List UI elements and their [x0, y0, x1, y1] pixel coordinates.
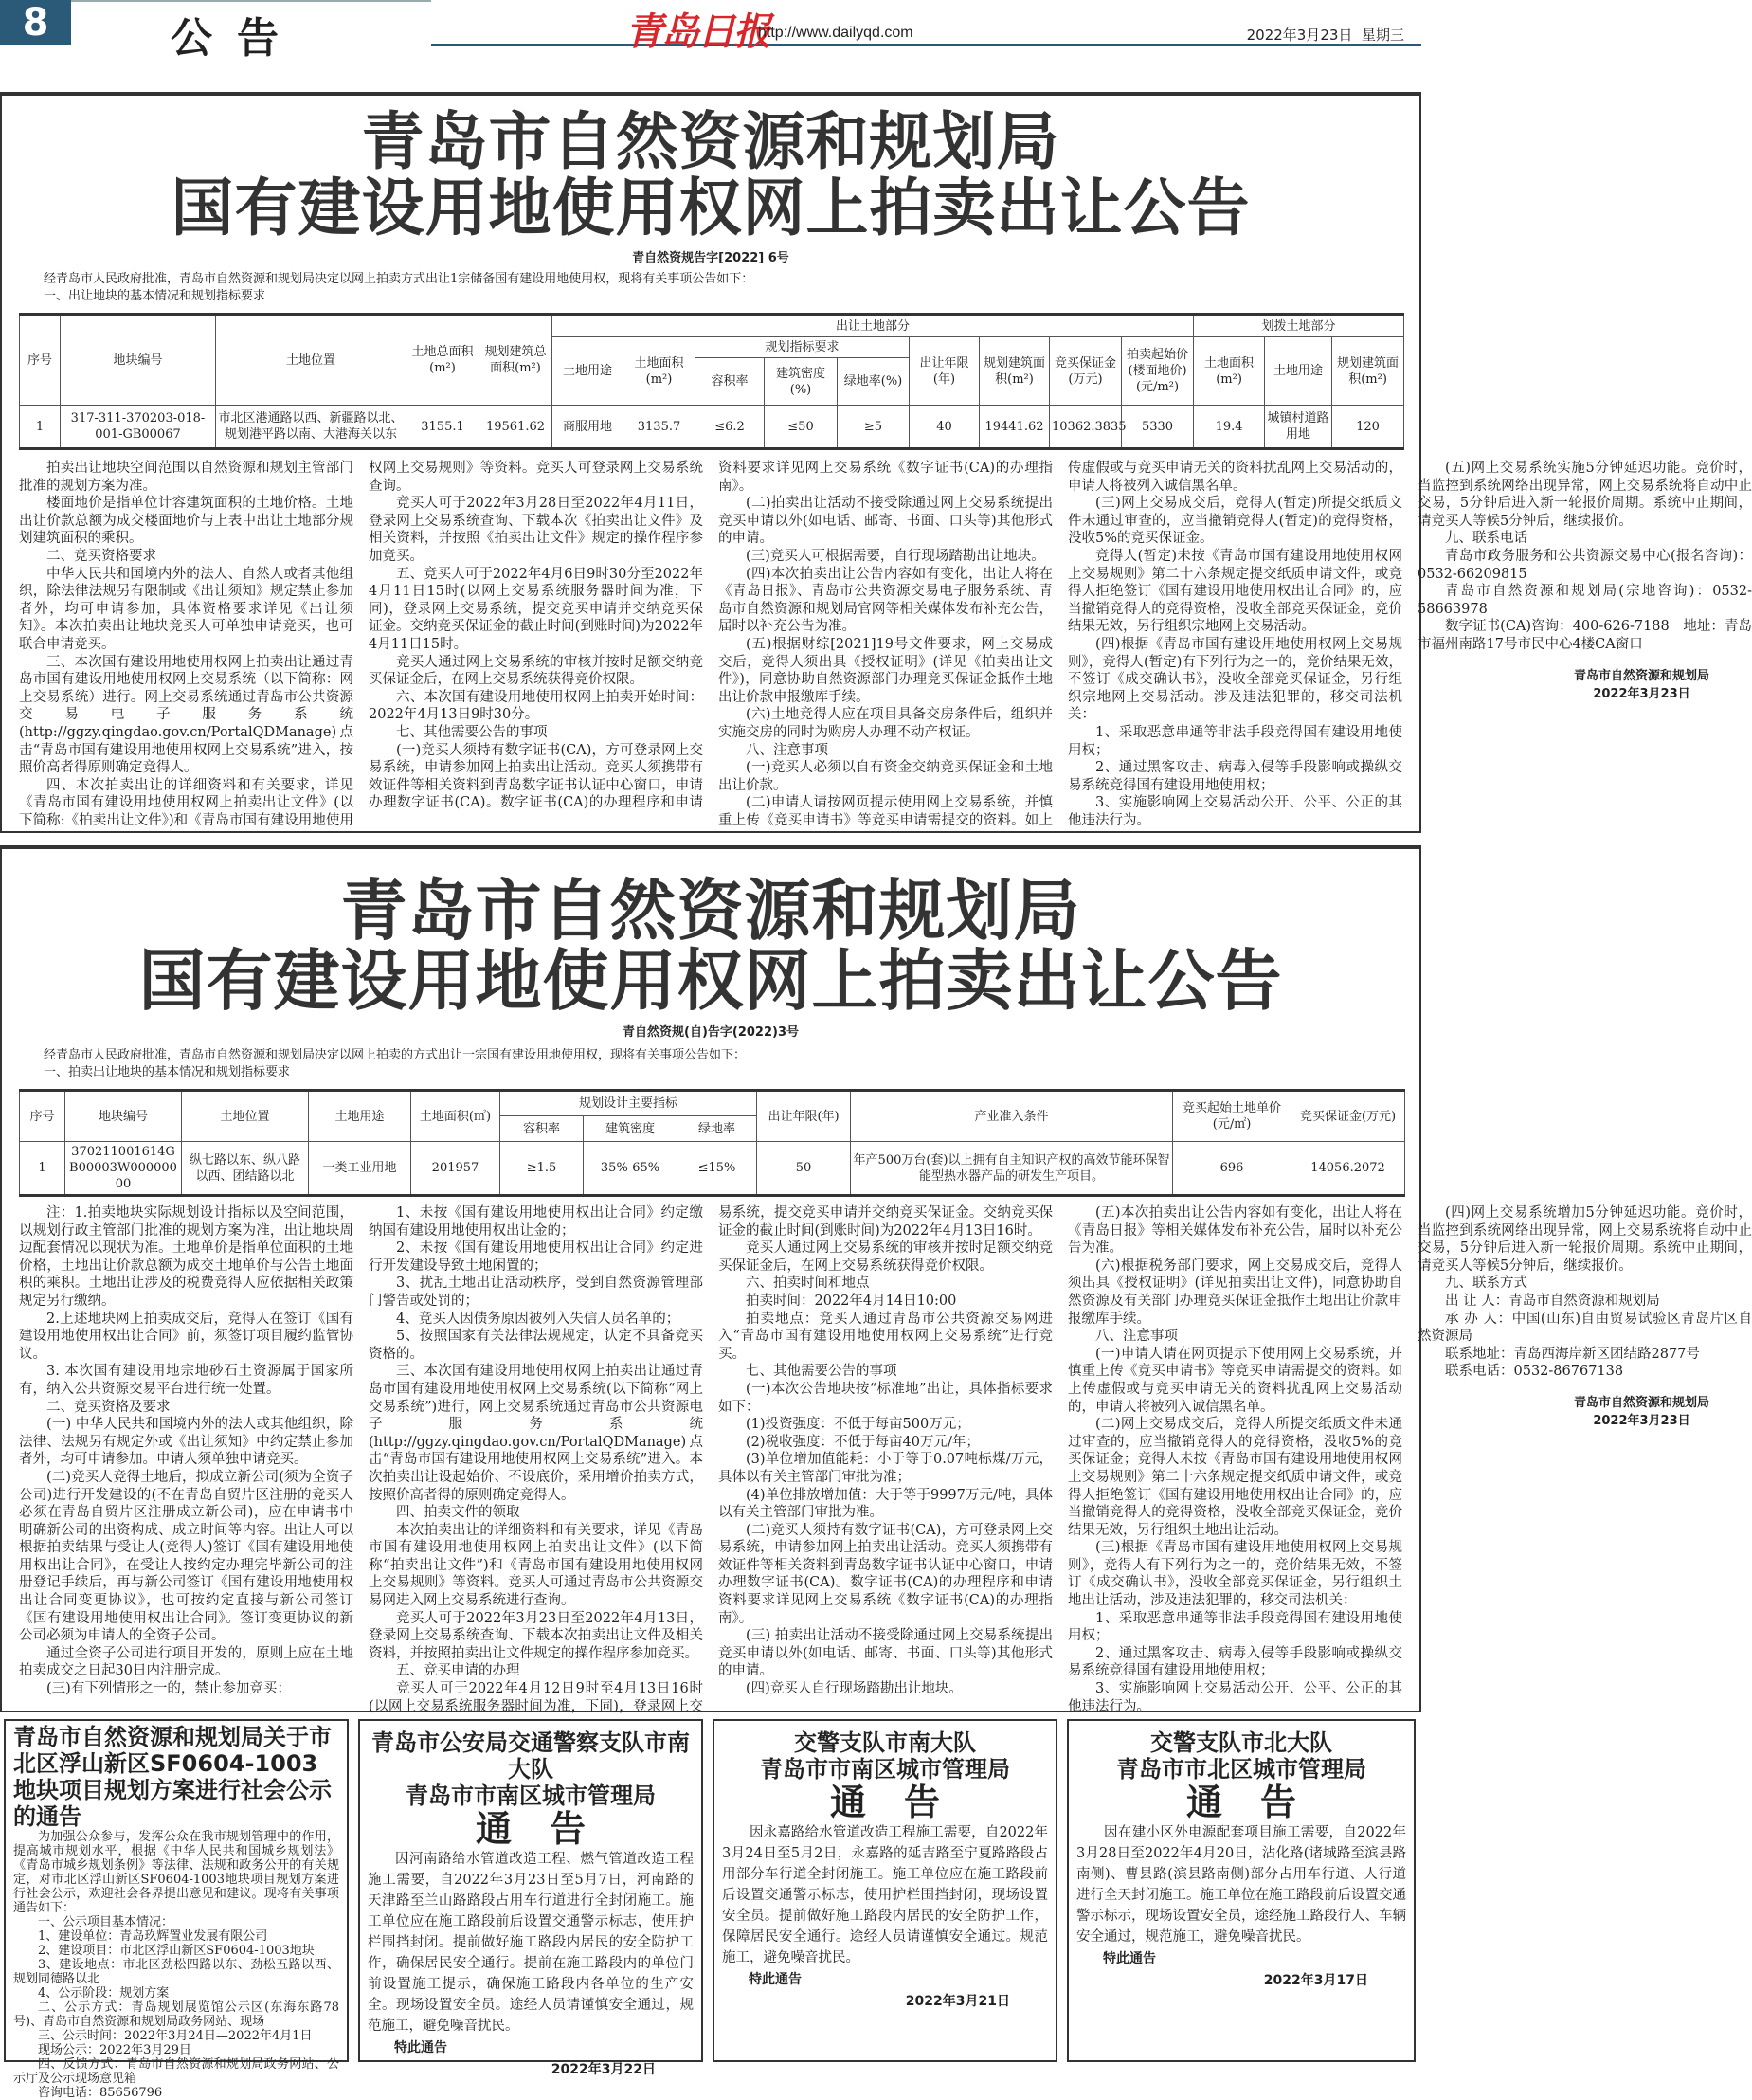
cell-years: 40: [910, 406, 980, 449]
paragraph: (二)竞买人竞得土地后，拟成立新公司(须为全资子公司)进行开发建设的(不在青岛自贸片区注册的竞买人必须在青岛自贸片区注册成立新公司)，应在申请书中明确新公司的出资构成、成立时间等内容。出让人可以根据拍卖结果与受让人(竞得人)签订《国有建设用地使用权出让合同》，在受让人按约定办理完毕新公司的注册登记手续后，再与新公司签订《国有建设用地使用权出让合同变更协议》，也可按约定直接与新公司签订《国有建设用地使用权出让合同》。签订变更协议的新公司必须为申请人的全资子公司。: [19, 1469, 353, 1644]
paragraph: 出 让 人：青岛市自然资源和规划局: [1445, 1293, 1660, 1309]
signature-block: [1418, 667, 1752, 703]
notice-line: 二、公示方式：青岛规划展览馆公示区(东海东路78号)、青岛市自然资源和规划局政务网站、现场: [13, 2000, 339, 2029]
paragraph: (二)竞买人须持有数字证书(CA)，方可登录网上交易系统，申请参加网上拍卖出让活动。竞买人须携带有效证件等相关资料到青岛数字证书认证中心窗口，申请办理数字证书(CA)。数字证书(CA)的办理程序和申请资料要求详见网上交易系统《数字证书(CA)的办理指南》。: [718, 1522, 1053, 1626]
paragraph: 青岛市政务服务和公共资源交易中心(报名咨询)：0532-66209815: [1418, 548, 1752, 582]
paragraph: (四)网上交易系统增加5分钟延迟功能。竞价时，当监控到系统网络出现异常，网上交易系统将自动中止交易，5分钟后进入新一轮报价周期。系统中止期间，请竞买人等候5分钟后，继续报价。: [1418, 1205, 1752, 1274]
th-parcel: 地块编号: [65, 1091, 182, 1142]
paragraph: 拍卖时间：2022年4月14日10:00: [746, 1293, 957, 1309]
cell-deposit: 10362.3835: [1050, 406, 1122, 449]
th-alloc-build: 规划建筑面积(m²): [1332, 337, 1404, 406]
notice-line: 3、建设地点：市北区劲松四路以东、劲松五路以西、规划同德路以北: [13, 1958, 339, 1986]
paragraph: (五)网上交易系统实施5分钟延迟功能。竞价时，当监控到系统网络出现异常，网上交易系统将自动中止交易，5分钟后进入新一轮报价周期。系统中止期间，请竞买人等候5分钟后，继续报价。: [1418, 461, 1752, 529]
paragraph: (三)网上交易成交后，竞得人(暂定)所提交纸质文件未通过审查的，应当撤销竞得人(暂定)的竞得资格，没收5%的竞买保证金。: [1068, 496, 1402, 547]
cell-total-area: 3155.1: [406, 406, 479, 449]
closing: 特此通告: [749, 1972, 802, 1987]
paragraph: 2、通过黑客攻击、病毒入侵等手段影响或操纵交易系统竞得国有建设用地使用权；: [1068, 760, 1402, 793]
notice-text: 因在建小区外电源配套项目施工需要，自2022年3月28日至2022年4月20日，沾化路(诸城路至滨县路南侧)、曹县路(滨县路南侧)部分占用车行道、人行道进行全天封闭施工。施工单位在施工路段前后设置交通警示标示，现场设置安全员，途经施工路段行人、车辆安全通过，规范施工，避免噪音扰民。: [1076, 1825, 1406, 1945]
paragraph: (二)拍卖出让活动不接受除通过网上交易系统提出竞买申请以外(如电话、邮寄、书面、口头等)其他形式的申请。: [718, 496, 1053, 547]
cell-use: 一类工业用地: [309, 1142, 411, 1196]
paragraph: 联系电话：0532-86767138: [1445, 1364, 1624, 1380]
notice-body: [2, 1204, 1752, 1731]
doc-number: 青自然资规(自)告字(2022)3号: [623, 1025, 799, 1040]
paragraph: (四)竞买人自行现场踏勘出让地块。: [746, 1681, 963, 1697]
notice-line: 为加强公众参与，发挥公众在我市规划管理中的作用，提高城市规划水平，根据《中华人民共和国城乡规划法》《青岛市城乡规划条例》等法律、法规和政务公开的有关规定，对市北区浮山新区SF0604-1003地块项目规划方案进行社会公示，欢迎社会各界提出意见和建议。现将有关事项通告如下：: [13, 1830, 339, 1915]
notice-title-line2: 国有建设用地使用权网上拍卖出让公告: [171, 172, 1251, 244]
th-far: 容积率: [695, 358, 765, 406]
paragraph: 四、本次拍卖出让的详细资料和有关要求，详见《青岛市国有建设用地使用权网上拍卖出让文件》(以下简称:《拍卖出让文件》)和《青岛市国有建设用地使用权网上交易规则》等资料。竞买人可登录网上交易系统查询。: [19, 461, 703, 828]
paragraph: 竞买人可于2022年4月12日9时至4月13日16时(以网上交易系统服务器时间为准，下同)，登录网上交易系统，提交竞买申请并交纳竞买保证金。交纳竞买保证金的截止时间(到账时间)为2022年4月13日16时。: [369, 1205, 1053, 1714]
th-density: 建筑密度(%): [765, 358, 838, 406]
th-years: 出让年限(年): [910, 337, 980, 406]
paragraph: 3、实施影响网上交易活动公开、公平、公正的其他违法行为。: [1068, 1681, 1402, 1714]
notice-body: [2, 460, 1752, 837]
cell-alloc-area: 19.4: [1194, 406, 1265, 449]
th-build: 规划建筑面积(m²): [980, 337, 1050, 406]
notice-line: 一、公示项目基本情况：: [38, 1915, 174, 1929]
notice-text: 因永嘉路给水管道改造工程施工需要，自2022年3月24日至5月2日，永嘉路的延吉路至宁夏路路段占用部分车行道全封闭施工。施工单位应在施工路段前后设置交通警示标志，使用护栏围挡封闭，现场设置安全员。提前做好施工路段内居民的安全防护工作，保障居民安全通行。途经人员请谨慎安全通过。规范施工，避免噪音扰民。: [722, 1825, 1048, 1965]
th-area: 土地面积(m²): [623, 337, 695, 406]
th-total-area: 土地总面积(m²): [406, 315, 479, 406]
paragraph: 竞买人可于2022年3月28日至2022年4月11日，登录网上交易系统查询、下载本次《拍卖出让文件》及相关资料，并按照《拍卖出让文件》规定的操作程序参加竞买。: [369, 496, 703, 564]
notice-line: 咨询电话：85656796: [38, 2086, 163, 2100]
paragraph: 八、注意事项: [1095, 1329, 1178, 1345]
paragraph: 六、本次国有建设用地使用权网上拍卖开始时间：2022年4月13日9时30分。: [369, 689, 703, 723]
th-years: 出让年限(年): [757, 1091, 851, 1142]
sign-date: 2022年3月23日: [1593, 686, 1690, 701]
cell-parcel: 370211001614GB00003W00000000: [65, 1142, 182, 1196]
paragraph: (五)本次拍卖出让公告内容如有变化，出让人将在《青岛日报》等相关媒体发布补充公告，届时以补充公告为准。: [1068, 1205, 1402, 1257]
land-auction-notice-2: [0, 845, 1752, 1714]
paragraph: (4)单位排放增加值：大于等于9997万元/吨，具体以有关主管部门审批为准。: [718, 1487, 1053, 1521]
cell-parcel: 317-311-370203-018-001-GB00067: [61, 406, 216, 449]
paragraph: (1)投资强度：不低于每亩500万元；: [746, 1417, 970, 1433]
th-industry: 产业准入条件: [851, 1091, 1173, 1142]
cell-start-price: 5330: [1122, 406, 1194, 449]
th-alloc-group: 划拨土地部分: [1194, 315, 1404, 337]
paragraph: (三)有下列情形之一的，禁止参加竞买：: [46, 1681, 291, 1697]
intro: 经青岛市人民政府批准，青岛市自然资源和规划局决定以网上拍卖方式出让1宗储备国有建设用地使用权，现将有关事项公告如下：: [44, 272, 754, 286]
paragraph: (三)根据《青岛市国有建设用地使用权网上交易规则》，竞得人有下列行为之一的，竞价结果无效，不签订《成交确认书》，没收全部竞买保证金，另行组织土地出让活动，涉及违法犯罪的，移交司法机关：: [1068, 1540, 1402, 1609]
th-deposit: 竞买保证金(万元): [1291, 1091, 1405, 1142]
paragraph: 五、竞买申请的办理: [396, 1663, 520, 1679]
paragraph: 3、扰乱土地出让活动秩序，受到自然资源管理部门警告或处罚的；: [369, 1276, 703, 1309]
newspaper-logo: 青岛日报: [625, 9, 769, 54]
org-line1: 交警支队市南大队: [794, 1729, 976, 1756]
th-density: 建筑密度: [584, 1116, 677, 1142]
paragraph: (一)竞买人须持有数字证书(CA)，方可登录网上交易系统，申请参加网上拍卖出让活动。竞买人须携带有效证件等相关资料到青岛数字证书认证中心窗口，申请办理数字证书(CA)。数字证书(CA)的办理程序和申请资料要求详见网上交易系统《数字证书(CA)的办理指南》。: [369, 461, 1053, 811]
parcel-table: [19, 1089, 1405, 1197]
th-no: 序号: [20, 1091, 65, 1142]
paragraph: 青岛市自然资源和规划局(宗地咨询)：0532-58663978: [1418, 584, 1752, 617]
newspaper-url[interactable]: http://www.dailyqd.com: [758, 25, 913, 41]
th-sold-group: 出让土地部分: [552, 315, 1194, 337]
cell-alloc-use: 城镇村道路用地: [1265, 406, 1332, 449]
cell-use: 商服用地: [552, 406, 623, 449]
paragraph: (一)本次公告地块按“标准地”出让，具体指标要求如下：: [718, 1381, 1053, 1415]
notice-date: 2022年3月22日: [551, 2062, 656, 2077]
paragraph: (一) 中华人民共和国境内外的法人或其他组织，除法律、法规另有规定外或《出让须知》中约定禁止参加者外，均可申请参加。申请人须单独申请竞买。: [19, 1417, 353, 1468]
paragraph: 拍卖地点：竞买人通过青岛市公共资源交易网进入“青岛市国有建设用地使用权网上交易系统”进行竞买。: [718, 1311, 1053, 1362]
paragraph: (四)本次拍卖出让公告内容如有变化，出让人将在《青岛日报》、青岛市公共资源交易电子服务系统、青岛市自然资源和规划局官网等相关媒体发布补充公告，届时以补充公告为准。: [718, 566, 1053, 635]
paragraph: 本次拍卖出让的详细资料和有关要求，详见《青岛市国有建设用地使用权网上拍卖出让文件》(以下简称“拍卖出让文件”)和《青岛市国有建设用地使用权网上交易规则》等资料。竞买人可通过青岛市公共资源交易网进入网上交易系统进行查询。: [369, 1522, 703, 1609]
paragraph: (五)根据财综[2021]19号文件要求，网上交易成交后，竞得人须出具《授权证明》(详见《拍卖出让文件》)，同意协助自然资源部门办理竞买保证金抵作土地出让价款申报缴库手续。: [718, 636, 1053, 705]
paragraph: 五、竞买人可于2022年4月6日9时30分至2022年4月11日15时(以网上交易系统服务器时间为准，下同)，登录网上交易系统，提交竞买申请并交纳竞买保证金。交纳竞买保证金的截止时间(到账时间)为2022年4月11日15时。: [369, 566, 703, 652]
table-row: [20, 406, 1404, 449]
notice-line: 2、建设项目：市北区浮山新区SF0604-1003地块: [38, 1944, 315, 1958]
box-title: 青岛市自然资源和规划局关于市北区浮山新区SF0604-1003地块项目规划方案进行社会公示的通告: [13, 1724, 332, 1830]
paragraph: 四、拍卖文件的领取: [396, 1505, 520, 1521]
paragraph: 4、竞买人因债务原因被列入失信人员名单的；: [396, 1311, 680, 1327]
section-name: 公告: [171, 14, 303, 63]
paragraph: 拍卖出让地块空间范围以自然资源和规划主管部门批准的规划方案为准。: [19, 461, 353, 494]
notice-date: 2022年3月17日: [1263, 1973, 1368, 1988]
paragraph: 2.上述地块网上拍卖成交后，竞得人在签订《国有建设用地使用权出让合同》前，须签订项目履约监管协议。: [19, 1311, 353, 1362]
org-line2: 青岛市市北区城市管理局: [1116, 1755, 1366, 1783]
notice-line: 1、建设单位：青岛玖辉置业发展有限公司: [38, 1929, 268, 1944]
closing: 特此通告: [1103, 1951, 1156, 1966]
paragraph: (二)网上交易成交后，竞得人所提交纸质文件未通过审查的，应当撤销竞得人的竞得资格，没收5%的竞买保证金；竞得人未按《青岛市国有建设用地使用权网上交易规则》第二十六条规定提交纸质申请文件，或竞得人拒绝签订《国有建设用地使用权出让合同》的，应当撤销竞得人的竞得资格，没收全部竞买保证金，竞价结果无效，另行组织土地出让活动。: [1068, 1417, 1402, 1538]
notice-date: 2022年3月21日: [905, 1994, 1010, 2009]
cell-no: 1: [20, 1142, 65, 1196]
paragraph: (六)土地竞得人应在项目具备交房条件后，组织并实施交房的同时为购房人办理不动产权证。: [718, 707, 1053, 740]
cell-unit-price: 696: [1173, 1142, 1291, 1196]
paragraph: (六)根据税务部门要求，网上交易成交后，竞得人须出具《授权证明》(详见拍卖出让文件)，同意协助自然资源及有关部门办理竞买保证金抵作土地出让价款申报缴库手续。: [1068, 1258, 1402, 1327]
paragraph: 七、其他需要公告的事项: [746, 1364, 897, 1380]
th-start-price: 拍卖起始价(楼面地价)(元/m²): [1122, 337, 1194, 406]
cell-build: 19441.62: [980, 406, 1050, 449]
weekday: 星期三: [1361, 27, 1404, 44]
th-total-build: 规划建筑总面积(m²): [479, 315, 552, 406]
notice-heading: 通告: [1185, 1782, 1334, 1823]
traffic-notice-shinan-yongjia-road: [713, 1719, 1057, 2062]
th-location: 土地位置: [182, 1091, 309, 1142]
cell-area: 3135.7: [623, 406, 695, 449]
paragraph: 注：1.拍卖地块实际规划设计指标以及空间范围，以规划行政主管部门批准的规划方案为准，出让地块周边配套情况以现状为准。土地单价是指单位面积的土地价格，土地出让价款总额为成交土地单价与公告土地面积的乘积。土地出让涉及的税费竞得人应依据相关政策规定另行缴纳。: [19, 1205, 353, 1309]
box-body: [13, 1830, 339, 2100]
sign-date: 2022年3月23日: [1593, 1413, 1690, 1428]
cell-green: ≤15%: [677, 1142, 757, 1196]
paragraph: 1、采取恶意串通等非法手段竞得国有建设用地使用权；: [1068, 1610, 1402, 1644]
paragraph: 2、未按《国有建设用地使用权出让合同》约定进行开发建设导致土地闲置的；: [369, 1240, 703, 1274]
doc-number: 青自然资规告字[2022] 6号: [632, 251, 789, 265]
notice-line: 三、公示时间：2022年3月24日—2022年4月1日: [38, 2029, 313, 2043]
cell-industry: 年产500万台(套)以上拥有自主知识产权的高效节能环保智能型热水器产品的研发生产项目。: [851, 1142, 1173, 1196]
cell-years: 50: [757, 1142, 851, 1196]
notice-heading: 通告: [475, 1808, 623, 1850]
paragraph: 2、通过黑客攻击、病毒入侵等手段影响或操纵交易系统竞得国有建设用地使用权；: [1068, 1645, 1402, 1679]
signature-block: [1418, 1394, 1752, 1430]
paragraph: (四)根据《青岛市国有建设用地使用权网上交易规则》，竞得人(暂定)有下列行为之一的，竞价结果无效，不签订《成交确认书》，没收全部竞买保证金，另行组织宗地网上交易活动。涉及违法犯罪的，移交司法机关：: [1068, 636, 1402, 723]
org-line2: 青岛市市南区城市管理局: [760, 1755, 1010, 1783]
page-number: 8: [0, 0, 71, 45]
section-heading: 一、拍卖出让地块的基本情况和规划指标要求: [44, 1065, 291, 1079]
paragraph: 竞买人通过网上交易系统的审核并按时足额交纳竞买保证金后，在网上交易系统获得竞价权限。: [369, 654, 703, 688]
planning-publicity-notice: [4, 1719, 349, 2100]
th-green: 绿地率: [677, 1116, 757, 1142]
paragraph: (一)竞买人必须以自有资金交纳竞买保证金和土地出让价款。: [718, 760, 1053, 793]
signer: 青岛市自然资源和规划局: [1573, 1395, 1709, 1410]
cell-area: 201957: [411, 1142, 500, 1196]
th-unit-price: 竞买起始土地单价(元/㎡): [1173, 1091, 1291, 1142]
paragraph: (二)申请人请按网页提示使用网上交易系统，并慎重上传《竞买申请书》等竞买申请需提交的资料。如上传虚假或与竞买申请无关的资料扰乱网上交易活动的，申请人将被列入诚信黑名单。: [718, 461, 1402, 828]
paragraph: (三)竞买人可根据需要，自行现场踏勘出让地块。: [746, 548, 1045, 564]
th-parcel: 地块编号: [61, 315, 216, 406]
cell-far: ≤6.2: [695, 406, 765, 449]
cell-density: 35%-65%: [584, 1142, 677, 1196]
paragraph: 九、联系方式: [1445, 1276, 1527, 1292]
paragraph: 七、其他需要公告的事项: [396, 724, 548, 740]
paragraph: 5、按照国家有关法律法规规定，认定不具备竞买资格的。: [369, 1329, 703, 1362]
paragraph: 二、竞买资格要求: [46, 548, 156, 564]
cell-total-build: 19561.62: [479, 406, 552, 449]
th-green: 绿地率(%): [838, 358, 910, 406]
notice-line: 现场公示：2022年3月29日: [38, 2043, 191, 2057]
paragraph: 3. 本次国有建设用地宗地砂石土资源属于国家所有，纳入公共资源交易平台进行统一处置。: [19, 1364, 353, 1397]
org-line2: 青岛市市南区城市管理局: [406, 1782, 656, 1809]
table-row: [20, 1142, 1405, 1196]
traffic-notice-shibei: [1067, 1719, 1416, 2062]
cell-location: 市北区港通路以西、新疆路以北、规划港平路以南、大港海关以东: [216, 406, 406, 449]
traffic-notice-shinan-henan-road: [358, 1719, 703, 2077]
th-use: 土地用途: [309, 1091, 411, 1142]
notice-title-line1: 青岛市自然资源和规划局: [361, 105, 1060, 178]
cell-no: 1: [20, 406, 61, 449]
paragraph: 八、注意事项: [746, 742, 828, 758]
th-plan-group: 规划设计主要指标: [500, 1091, 757, 1116]
th-alloc-area: 土地面积(m²): [1194, 337, 1265, 406]
notice-title-line1: 青岛市自然资源和规划局: [340, 872, 1081, 950]
cell-density: ≤50: [765, 406, 838, 449]
parcel-table: [19, 313, 1404, 450]
cell-green: ≥5: [838, 406, 910, 449]
paragraph: 六、拍卖时间和地点: [746, 1276, 870, 1292]
paragraph: 九、联系电话: [1445, 531, 1527, 547]
paragraph: 数字证书(CA)咨询：400-626-7188 地址：青岛市福州南路17号市民中心4楼CA窗口: [1418, 619, 1752, 652]
notice-text: 因河南路给水管道改造工程、燃气管道改造工程施工需要，自2022年3月23日至5月7日，河南路的天津路至兰山路路段占用车行道进行全封闭施工。施工单位应在施工路段前后设置交通警示标志，使用护栏围挡封闭。提前做好施工路段内居民的安全防护工作，确保居民安全通行。提前在施工路段内的单位门前设置施工提示，确保施工路段内各单位的生产安全。现场设置安全员。途经人员请谨慎安全通过，规范施工，避免噪音扰民。: [368, 1852, 694, 2034]
paragraph: 1、采取恶意串通等非法手段竞得国有建设用地使用权；: [1068, 724, 1402, 758]
paragraph: (一)申请人请在网页提示下使用网上交易系统，并慎重上传《竞买申请书》等竞买申请需提交的资料。如上传虚假或与竞买申请无关的资料扰乱网上交易活动的，申请人将被列入诚信黑名单。: [1068, 1346, 1402, 1415]
th-location: 土地位置: [216, 315, 406, 406]
cell-alloc-build: 120: [1332, 406, 1404, 449]
paragraph: 联系地址：青岛西海岸新区团结路2877号: [1445, 1346, 1700, 1362]
closing: 特此通告: [394, 2040, 447, 2055]
intro: 经青岛市人民政府批准，青岛市自然资源和规划局决定以网上拍卖的方式出让一宗国有建设用地使用权，现将有关事项公告如下：: [44, 1048, 747, 1062]
paragraph: (3)单位增加值能耗：小于等于0.07吨标煤/万元，具体以有关主管部门审批为准；: [718, 1452, 1053, 1485]
paragraph: 中华人民共和国境内外的法人、自然人或者其他组织，除法律法规另有限制或《出让须知》规定禁止参加者外，均可申请参加，具体资格要求详见《出让须知》。本次拍卖出让地块竞买人可单独申请竞买，也可联合申请竞买。: [19, 566, 353, 652]
th-deposit: 竞买保证金(万元): [1050, 337, 1122, 406]
notice-heading: 通告: [829, 1782, 978, 1823]
masthead: [0, 0, 1421, 63]
notice-title-line2: 国有建设用地使用权网上拍卖出让公告: [138, 942, 1283, 1020]
cell-far: ≥1.5: [500, 1142, 584, 1196]
th-no: 序号: [20, 315, 61, 406]
land-auction-notice-1: [0, 92, 1752, 833]
org-line1: 交警支队市北大队: [1150, 1729, 1332, 1756]
th-area: 土地面积(㎡): [411, 1091, 500, 1142]
paragraph: 竞得人(暂定)未按《青岛市国有建设用地使用权网上交易规则》第二十六条规定提交纸质申请文件，或竞得人拒绝签订《国有建设用地使用权出让合同》的，应当撤销竞得人的竞得资格，没收全部竞买保证金，竞价结果无效，另行组织宗地网上交易活动。: [1068, 548, 1402, 635]
paragraph: 二、竞买资格及要求: [46, 1399, 171, 1415]
th-plan-group: 规划指标要求: [695, 337, 910, 358]
th-far: 容积率: [500, 1116, 584, 1142]
cell-deposit: 14056.2072: [1291, 1142, 1405, 1196]
section-heading: 一、出让地块的基本情况和规划指标要求: [44, 289, 266, 303]
paragraph: 竞买人可于2022年3月23日至2022年4月13日，登录网上交易系统查询、下载本次拍卖出让文件及相关资料，并按照拍卖出让文件规定的操作程序参加竞买。: [369, 1610, 703, 1661]
cell-location: 纵七路以东、纵八路以西、团结路以北: [182, 1142, 309, 1196]
paragraph: 竞买人通过网上交易系统的审核并按时足额交纳竞买保证金后，在网上交易系统获得竞价权限。: [718, 1240, 1053, 1274]
date-text: 2022年3月23日: [1246, 27, 1353, 44]
paragraph: 1、未按《国有建设用地使用权出让合同》约定缴纳国有建设用地使用权出让金的；: [369, 1205, 703, 1239]
paragraph: 3、实施影响网上交易活动公开、公平、公正的其他违法行为。: [1068, 795, 1402, 828]
paragraph: 三、本次国有建设用地使用权网上拍卖出让通过青岛市国有建设用地使用权网上交易系统（以下简称：网上交易系统）进行。网上交易系统通过青岛市公共资源交易电子服务系统(http://ggzy.qingdao.gov.cn/PortalQDManage)点击“青岛市国有建设用地使用权网上交易系统”进入，按照价高者得原则确定竞得人。: [19, 654, 353, 776]
paragraph: (2)税收强度：不低于每亩40万元/年；: [746, 1434, 980, 1450]
notice-line: 四、反馈方式：青岛市自然资源和规划局政务网站、公示厅及公示现场意见箱: [13, 2057, 339, 2086]
paragraph: 楼面地价是指单位计容建筑面积的土地价格。土地出让价款总额为成交楼面地价与上表中出让土地部分规划建筑面积的乘积。: [19, 496, 353, 547]
paragraph: 三、本次国有建设用地使用权网上拍卖出让通过青岛市国有建设用地使用权网上交易系统(以下简称“网上交易系统”)进行，网上交易系统通过青岛市公共资源电子服务系统(http://ggzy.qingdao.gov.cn/PortalQDManage)点击“青岛市国有建设用地使用权网上交易系统”进入。本次拍卖出让设起始价、不设底价，采用增价拍卖方式，按照价高者得的原则确定竞得人。: [369, 1364, 703, 1503]
paragraph: (三) 拍卖出让活动不接受除通过网上交易系统提出竞买申请以外(如电话、邮寄、书面、口头等)其他形式的申请。: [718, 1628, 1053, 1679]
paragraph: 通过全资子公司进行项目开发的，原则上应在土地拍卖成交之日起30日内注册完成。: [19, 1645, 353, 1679]
org-line1: 青岛市公安局交通警察支队市南大队: [371, 1729, 690, 1783]
signer: 青岛市自然资源和规划局: [1573, 668, 1709, 683]
th-alloc-use: 土地用途: [1265, 337, 1332, 406]
th-use: 土地用途: [552, 337, 623, 406]
issue-date: [1247, 25, 1404, 45]
notice-line: 4、公示阶段：规划方案: [38, 1986, 170, 2000]
paragraph: 承 办 人：中国(山东)自由贸易试验区青岛片区自然资源局: [1418, 1311, 1752, 1345]
